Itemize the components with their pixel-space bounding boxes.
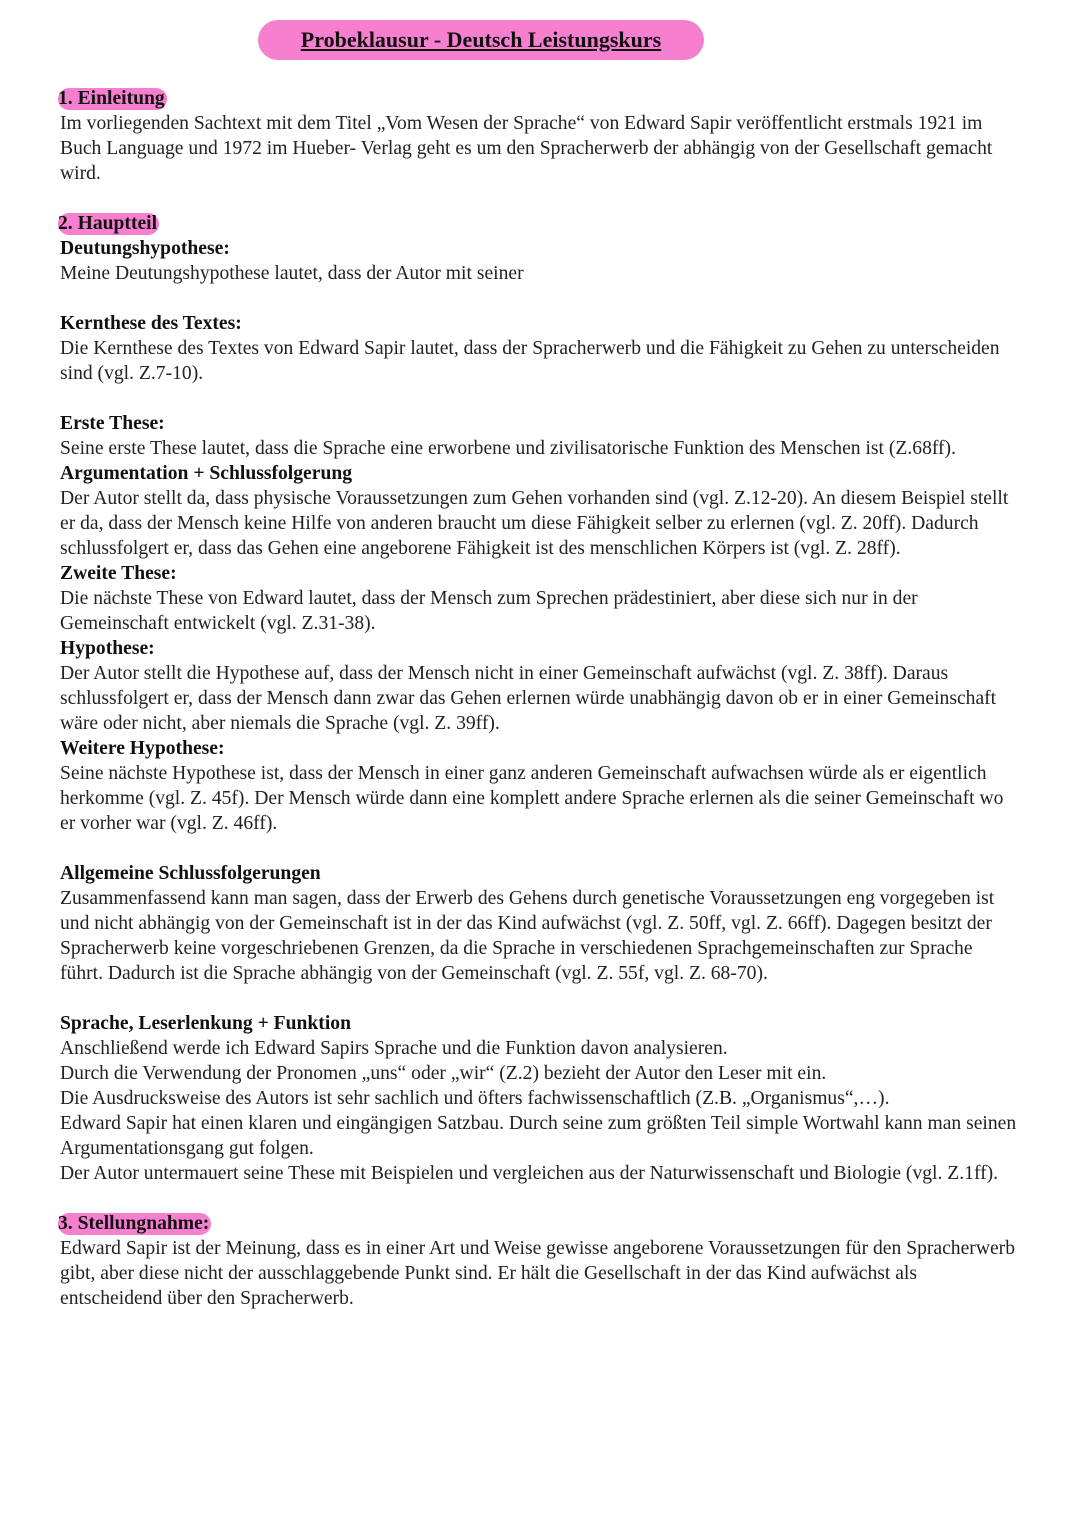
subheading-weitere-hypothese: Weitere Hypothese: [60,738,225,759]
subheading-argumentation: Argumentation + Schlussfolgerung [60,463,353,484]
section-heading-hauptteil: 2. Hauptteil [58,213,158,234]
sprache-line: Edward Sapir hat einen klaren und eingängigen Satzbau. Durch seine zum größten Teil simple Wortwahl kann man seinen Argumentationsgang gut folgen. [60,1113,1017,1159]
hypothese-text: Der Autor stellt die Hypothese auf, dass der Mensch nicht in einer Gemeinschaft aufwächst (vgl. Z. 38ff). Daraus schlussfolgert er, dass der Mensch dann zwar das Gehen erlernen würde unabhängig davon ob er in einer Gemeinschaft wäre oder nicht, aber niemals die Sprache (vgl. Z. 39ff). [60,663,997,734]
document-title: Probeklausur - Deutsch Leistungskurs [300,27,662,52]
sprache-line: Der Autor untermauert seine These mit Beispielen und vergleichen aus der Naturwissenschaft und Biologie (vgl. Z.1ff). [60,1163,999,1184]
subheading-hypothese: Hypothese: [60,638,155,659]
subheading-deutungshypothese: Deutungshypothese: [60,238,230,259]
subheading-schlussfolgerungen: Allgemeine Schlussfolgerungen [60,863,321,884]
schlussfolgerungen-text: Zusammenfassend kann man sagen, dass der Erwerb des Gehens durch genetische Voraussetzungen eng vorgegeben ist und nicht abhängig von der Gemeinschaft ist in der das Kind aufwächst (vgl. Z. 50ff, vgl. Z. 66ff). Dagegen besitzt der Spracherwerb keine vorgeschriebenen Grenzen, da die Sprache in verschiedenen Sprachgemeinschaften zur Sprache führt. Dadurch ist die Sprache abhängig von der Gemeinschaft (vgl. Z. 55f, vgl. Z. 68-70). [60,888,995,984]
section-hauptteil [60,211,1020,1186]
argumentation-text: Der Autor stellt da, dass physische Voraussetzungen zum Gehen vorhanden sind (vgl. Z.12-20). An diesem Beispiel stellt er da, dass der Mensch keine Hilfe von anderen braucht um diese Fähigkeit selber zu erlernen (vgl. Z. 20ff). Dadurch schlussfolgert er, dass das Gehen eine angeborene Fähigkeit ist des menschlichen Körpers ist (vgl. Z. 28ff). [60,488,1009,559]
section-stellungnahme [60,1211,1020,1311]
subheading-zweite-these: Zweite These: [60,563,177,584]
document-title-banner [258,20,704,60]
deutungshypothese-text: Meine Deutungshypothese lautet, dass der Autor mit seiner [60,263,524,284]
stellungnahme-text: Edward Sapir ist der Meinung, dass es in einer Art und Weise gewisse angeborene Voraussetzungen für den Spracherwerb gibt, aber diese nicht der ausschlaggebende Punkt sind. Er hält die Gesellschaft in der das Kind aufwächst als entscheidend über den Spracherwerb. [60,1238,1015,1309]
section-heading-einleitung: 1. Einleitung [58,88,165,109]
sprache-line: Durch die Verwendung der Pronomen „uns“ oder „wir“ (Z.2) bezieht der Autor den Leser mit ein. [60,1063,827,1084]
erste-these-text: Seine erste These lautet, dass die Sprache eine erworbene und zivilisatorische Funktion des Menschen ist (Z.68ff). [60,438,956,459]
subheading-sprache: Sprache, Leserlenkung + Funktion [60,1013,351,1034]
sprache-line: Die Ausdrucksweise des Autors ist sehr sachlich und öfters fachwissenschaftlich (Z.B. „Organismus“,…). [60,1088,890,1109]
sprache-line: Anschließend werde ich Edward Sapirs Sprache und die Funktion davon analysieren. [60,1038,728,1059]
section-heading-stellungnahme: 3. Stellungnahme: [58,1213,210,1234]
kernthese-text: Die Kernthese des Textes von Edward Sapir lautet, dass der Spracherwerb und die Fähigkeit zu Gehen zu unterscheiden sind (vgl. Z.7-10). [60,338,1000,384]
document-body [60,86,1020,1311]
subheading-erste-these: Erste These: [60,413,165,434]
section-einleitung [60,86,1020,186]
subheading-kernthese: Kernthese des Textes: [60,313,242,334]
weitere-hypothese-text: Seine nächste Hypothese ist, dass der Mensch in einer ganz anderen Gemeinschaft aufwachsen würde als er eigentlich herkomme (vgl. Z. 45f). Der Mensch würde dann eine komplett andere Sprache erlernen als die seiner Gemeinschaft wo er vorher war (vgl. Z. 46ff). [60,763,1004,834]
einleitung-text: Im vorliegenden Sachtext mit dem Titel „Vom Wesen der Sprache“ von Edward Sapir veröffentlicht erstmals 1921 im Buch Language und 1972 im Hueber- Verlag geht es um den Spracherwerb der abhängig von der Gesellschaft gemacht wird. [60,113,993,184]
zweite-these-text: Die nächste These von Edward lautet, dass der Mensch zum Sprechen prädestiniert, aber diese sich nur in der Gemeinschaft entwickelt (vgl. Z.31-38). [60,588,918,634]
